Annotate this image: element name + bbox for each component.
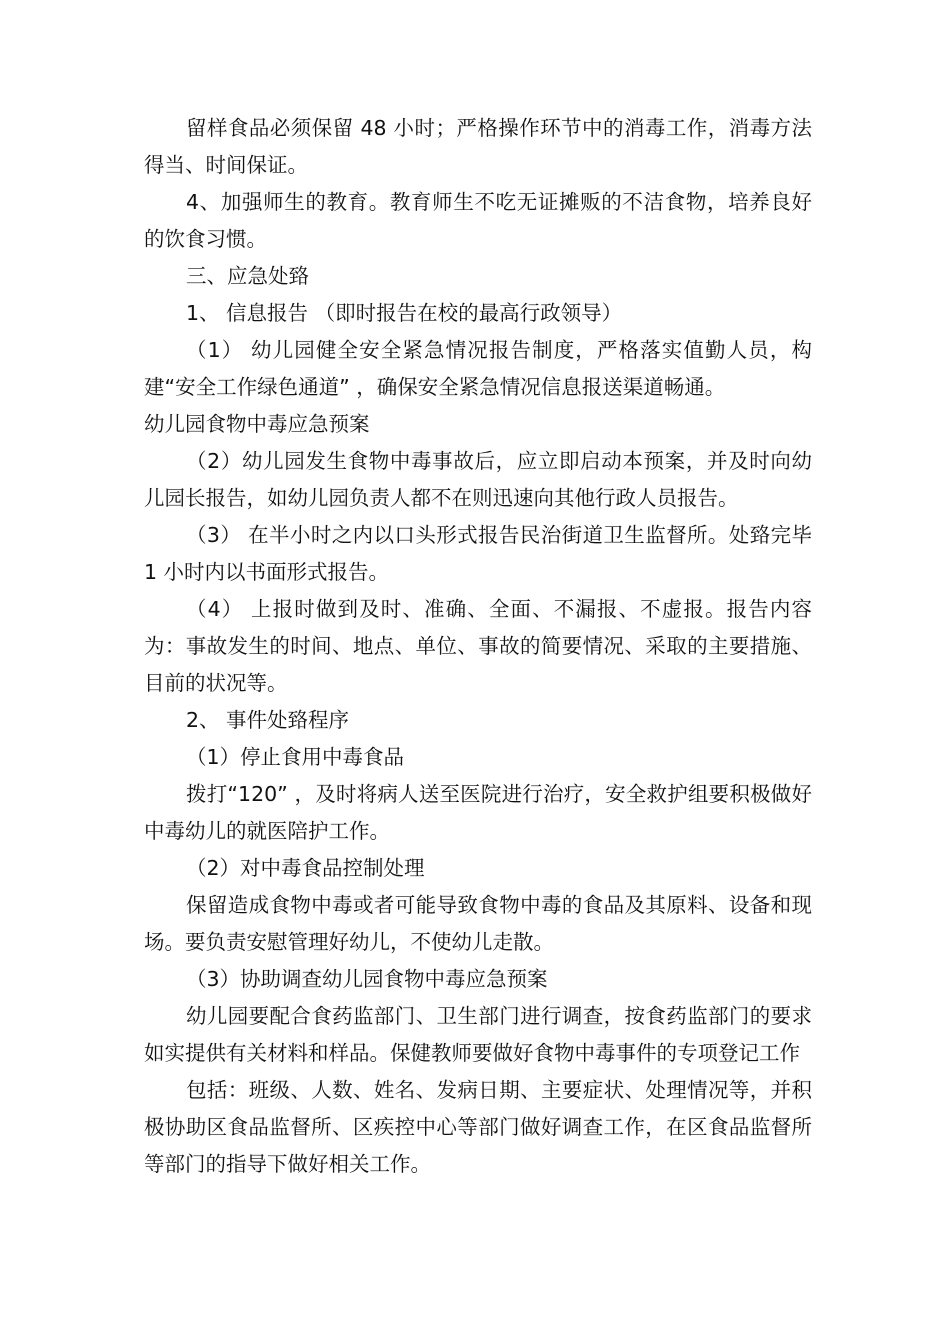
running-title: 幼儿园食物中毒应急预案 (144, 412, 370, 436)
document-page (144, 110, 812, 1183)
item-stop-eating: （1）停止食用中毒食品 (186, 745, 405, 769)
paragraph-verbal-report: （3） 在半小时之内以口头形式报告民治街道卫生监督所。处臵完毕 1 小时内以书面形式报告。 (144, 523, 812, 584)
subheading-handling-procedure: 2、 事件处臵程序 (186, 708, 350, 732)
subheading-info-report: 1、 信息报告 （即时报告在校的最高行政领导） (186, 301, 623, 325)
paragraph-start-plan: （2）幼儿园发生食物中毒事故后，应立即启动本预案，并及时向幼儿园长报告，如幼儿园负责人都不在则迅速向其他行政人员报告。 (144, 449, 812, 510)
paragraph-call-120: 拨打“120” ，及时将病人送至医院进行治疗，安全救护组要积极做好中毒幼儿的就医陪护工作。 (144, 782, 812, 843)
paragraph-report-system: （1） 幼儿园健全安全紧急情况报告制度，严格落实值勤人员，构建“安全工作绿色通道” ，确保安全紧急情况信息报送渠道畅通。 (144, 338, 812, 399)
item-assist-investigation: （3）协助调查幼儿园食物中毒应急预案 (186, 967, 548, 991)
paragraph-education: 4、加强师生的教育。教育师生不吃无证摊贩的不洁食物，培养良好的饮食习惯。 (144, 190, 812, 251)
section-heading-emergency: 三、应急处臵 (186, 264, 309, 288)
paragraph-preserve-evidence: 保留造成食物中毒或者可能导致食物中毒的食品及其原料、设备和现场。要负责安慰管理好幼儿，不使幼儿走散。 (144, 893, 812, 954)
paragraph-registration-details: 包括：班级、人数、姓名、发病日期、主要症状、处理情况等，并积极协助区食品监督所、区疾控中心等部门做好调查工作，在区食品监督所等部门的指导下做好相关工作。 (144, 1078, 812, 1176)
paragraph-sample-retention: 留样食品必须保留 48 小时；严格操作环节中的消毒工作，消毒方法得当、时间保证。 (144, 116, 812, 177)
item-control-food: （2）对中毒食品控制处理 (186, 856, 425, 880)
paragraph-cooperate-investigation: 幼儿园要配合食药监部门、卫生部门进行调查，按食药监部门的要求如实提供有关材料和样品。保健教师要做好食物中毒事件的专项登记工作 (144, 1004, 812, 1065)
paragraph-report-content: （4） 上报时做到及时、准确、全面、不漏报、不虚报。报告内容为：事故发生的时间、地点、单位、事故的简要情况、采取的主要措施、目前的状况等。 (144, 597, 812, 695)
